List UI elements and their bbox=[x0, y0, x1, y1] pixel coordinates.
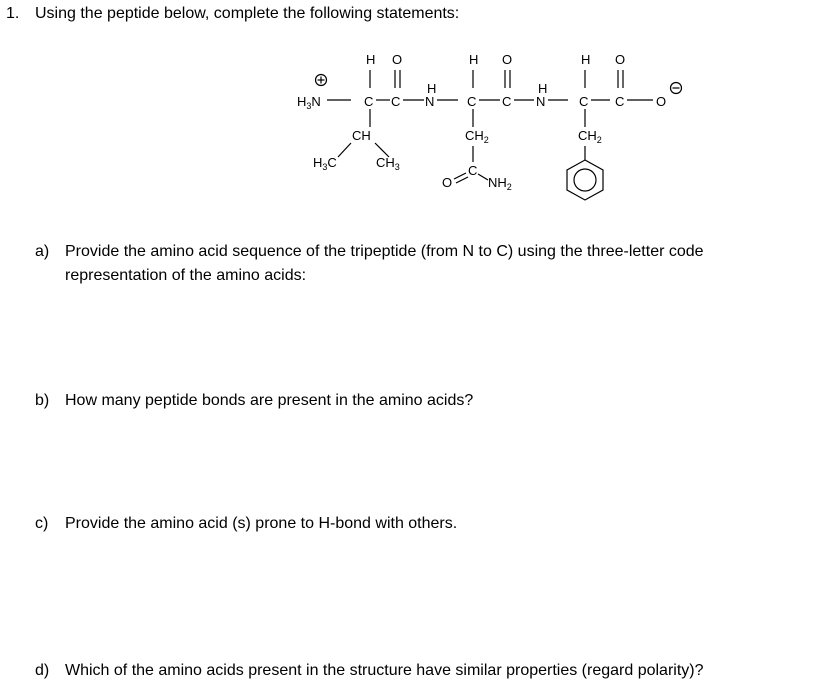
svg-text:C: C bbox=[364, 94, 374, 109]
svg-text:NH2: $NH_2$ bbox=[488, 175, 512, 192]
negative-charge-icon bbox=[671, 83, 682, 94]
positive-charge-icon bbox=[316, 75, 327, 86]
part-b-text: How many peptide bonds are present in the amino acids? bbox=[65, 392, 474, 409]
svg-text:C: C bbox=[502, 94, 512, 109]
question-prompt: Using the peptide below, complete the following statements: bbox=[35, 5, 460, 22]
svg-text:H3C: $H_3C$ bbox=[313, 155, 337, 172]
part-a-text-line2: representation of the amino acids: bbox=[65, 267, 307, 284]
svg-text:O: O bbox=[502, 52, 513, 67]
svg-text:N: N bbox=[536, 94, 546, 109]
part-a-label: a) bbox=[35, 243, 50, 260]
svg-text:H: H bbox=[366, 52, 376, 67]
svg-text:H: H bbox=[427, 81, 437, 96]
svg-text:CH2: $CH_2$ bbox=[465, 128, 489, 145]
part-d-label: d) bbox=[35, 662, 50, 679]
svg-text:C: C bbox=[615, 94, 625, 109]
part-d-text: Which of the amino acids present in the structure have similar properties (regard polarity)? bbox=[65, 662, 704, 679]
svg-text:C: C bbox=[391, 94, 401, 109]
svg-text:CH2: $CH_2$ bbox=[578, 128, 602, 145]
part-b-label: b) bbox=[35, 392, 50, 409]
svg-text:C: C bbox=[467, 94, 477, 109]
svg-text:O: O bbox=[615, 52, 626, 67]
tripeptide-structure bbox=[0, 0, 813, 210]
svg-text:H: H bbox=[469, 52, 479, 67]
residue1-ch: CH bbox=[352, 128, 371, 143]
svg-text:C: C bbox=[468, 163, 478, 178]
svg-text:H: H bbox=[581, 52, 591, 67]
svg-text:O: O bbox=[656, 94, 667, 109]
svg-text:O: O bbox=[392, 52, 403, 67]
svg-text:N: N bbox=[425, 94, 435, 109]
svg-text:H: H bbox=[538, 81, 548, 96]
svg-text:CH3: $CH_3$ bbox=[376, 155, 400, 172]
part-c-text: Provide the amino acid (s) prone to H-bond with others. bbox=[65, 515, 458, 532]
question-number: 1. bbox=[6, 5, 20, 22]
svg-text:C: C bbox=[579, 94, 589, 109]
amine-group: $H_3N$ bbox=[297, 94, 321, 111]
svg-text:O: O bbox=[442, 175, 453, 190]
part-c-label: c) bbox=[35, 515, 49, 532]
part-a-text-line1: Provide the amino acid sequence of the tripeptide (from N to C) using the three-letter code bbox=[65, 243, 704, 260]
benzene-ring-icon bbox=[567, 160, 603, 200]
